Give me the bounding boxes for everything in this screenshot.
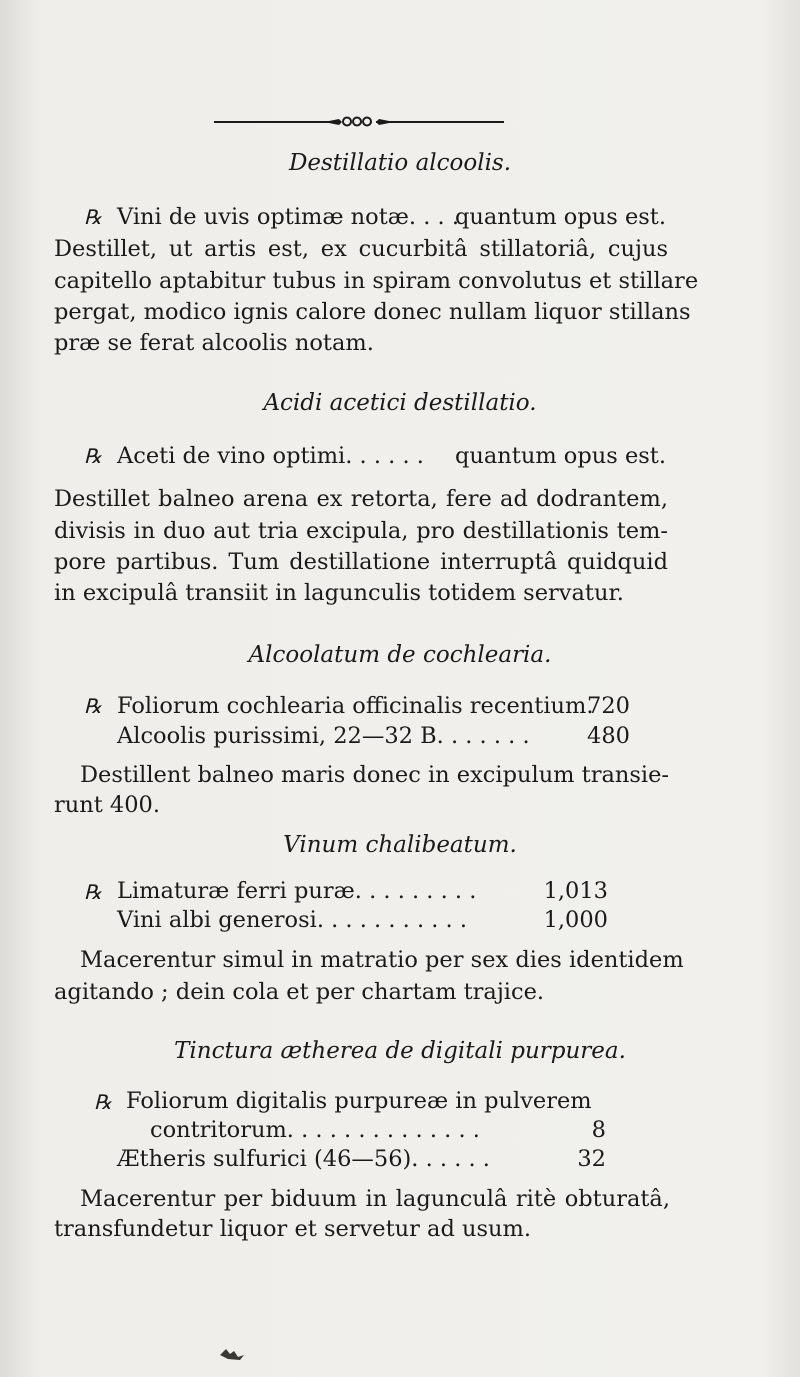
section-title-alcoolatum: Alcoolatum de cochlearia.: [248, 642, 552, 668]
ingredient-quantity: 1,013: [543, 878, 608, 904]
ingredient-name: Vini albi generosi. . . . . . . . . . .: [117, 907, 468, 933]
ingredient-name: Ætheris sulfurici (46—56). . . . . .: [117, 1146, 490, 1172]
paragraph-line: runt 400.: [54, 792, 161, 818]
ingredient-name: Foliorum cochlearia officinalis recentium.: [117, 693, 594, 719]
paragraph-line: Destillet, ut artis est, ex cucurbitâ stillatoriâ, cujus: [54, 236, 668, 262]
ingredient-name: Alcoolis purissimi, 22—32 B. . . . . . .: [117, 723, 530, 749]
ingredient-quantity: 1,000: [543, 907, 608, 933]
paragraph-line: Macerentur per biduum in lagunculâ ritè obturatâ,: [80, 1186, 670, 1212]
ingredient-name: Foliorum digitalis purpureæ in pulverem: [126, 1088, 592, 1114]
ingredient-name: contritorum. . . . . . . . . . . . . .: [150, 1117, 480, 1143]
section-title-destillatio-alcoolis: Destillatio alcoolis.: [288, 150, 512, 176]
recipe-symbol: ℞: [84, 205, 102, 229]
paragraph-line: Destillent balneo maris donec in excipulum transie-: [80, 762, 670, 788]
paragraph-line: Destillet balneo arena ex retorta, fere ad dodrantem,: [54, 486, 668, 512]
recipe-symbol: ℞: [84, 694, 102, 718]
paragraph-line: pergat, modico ignis calore donec nullam liquor stillans: [54, 299, 691, 325]
paragraph-line: capitello aptabitur tubus in spiram convolutus et stillare: [54, 268, 699, 294]
recipe-symbol: ℞: [94, 1090, 112, 1114]
section-title-acidi-acetici: Acidi acetici destillatio.: [263, 390, 537, 416]
paragraph-line: Macerentur simul in matratio per sex dies identidem: [80, 947, 684, 973]
paragraph-line: transfundetur liquor et servetur ad usum.: [54, 1216, 532, 1242]
section-title-tinctura-aetherea: Tinctura ætherea de digitali purpurea.: [174, 1038, 626, 1064]
ingredient-name: Limaturæ ferri puræ. . . . . . . . .: [117, 878, 477, 904]
ingredient-quantity: quantum opus est.: [454, 204, 666, 230]
ingredient-quantity: 8: [591, 1117, 606, 1143]
paragraph-line: pore partibus. Tum destillatione interruptâ quidquid: [54, 549, 668, 575]
ingredient-quantity: 32: [577, 1146, 606, 1172]
paragraph-line: agitando ; dein cola et per chartam trajice.: [54, 979, 545, 1005]
ingredient-quantity: 720: [587, 693, 630, 719]
paragraph-line: præ se ferat alcoolis notam.: [54, 330, 374, 356]
ingredient-quantity: quantum opus est.: [454, 443, 666, 469]
ornament-divider: [214, 114, 504, 128]
recipe-symbol: ℞: [84, 444, 102, 468]
ingredient-name: Vini de uvis optimæ notæ. . . .: [117, 204, 459, 230]
ingredient-quantity: 480: [587, 723, 630, 749]
section-title-vinum-chalibeatum: Vinum chalibeatum.: [283, 832, 517, 858]
recipe-symbol: ℞: [84, 880, 102, 904]
ink-blot-mark: [218, 1345, 248, 1363]
ingredient-name: Aceti de vino optimi. . . . . .: [117, 443, 424, 469]
paragraph-line: divisis in duo aut tria excipula, pro destillationis tem-: [54, 518, 668, 544]
paragraph-line: in excipulâ transiit in lagunculis totidem servatur.: [54, 580, 624, 606]
